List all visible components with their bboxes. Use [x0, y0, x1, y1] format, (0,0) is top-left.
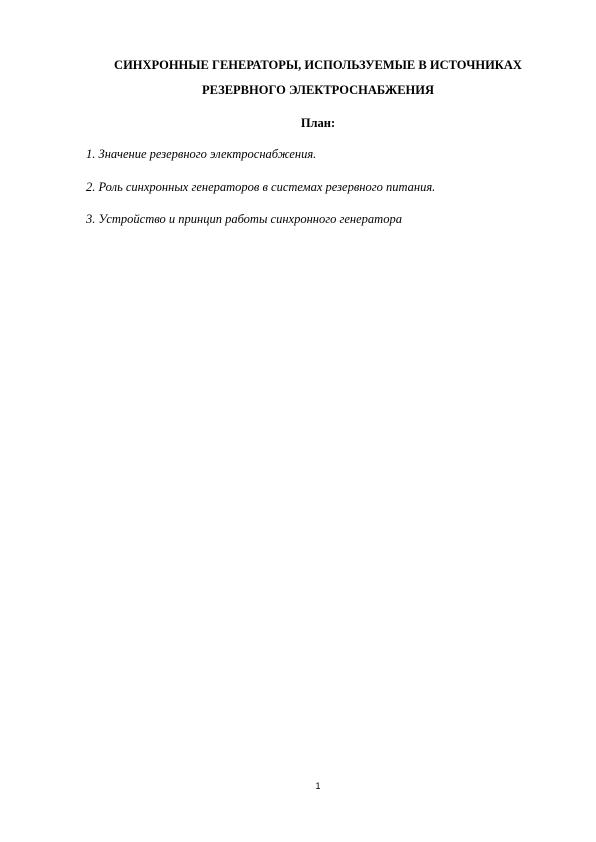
document-title-line-2: РЕЗЕРВНОГО ЭЛЕКТРОСНАБЖЕНИЯ [201, 83, 435, 97]
document-title-line-1: СИНХРОННЫЕ ГЕНЕРАТОРЫ, ИСПОЛЬЗУЕМЫЕ В ИСТОЧНИКАХ [114, 58, 522, 72]
plan-heading: План: [300, 116, 336, 130]
plan-item-1: 1. Значение резервного электроснабжения. [86, 147, 317, 161]
plan-item-2: 2. Роль синхронных генераторов в системах резервного питания. [86, 180, 436, 194]
plan-item-3: 3. Устройство и принцип работы синхронного генератора [86, 212, 402, 226]
page-number: 1 [315, 781, 321, 791]
